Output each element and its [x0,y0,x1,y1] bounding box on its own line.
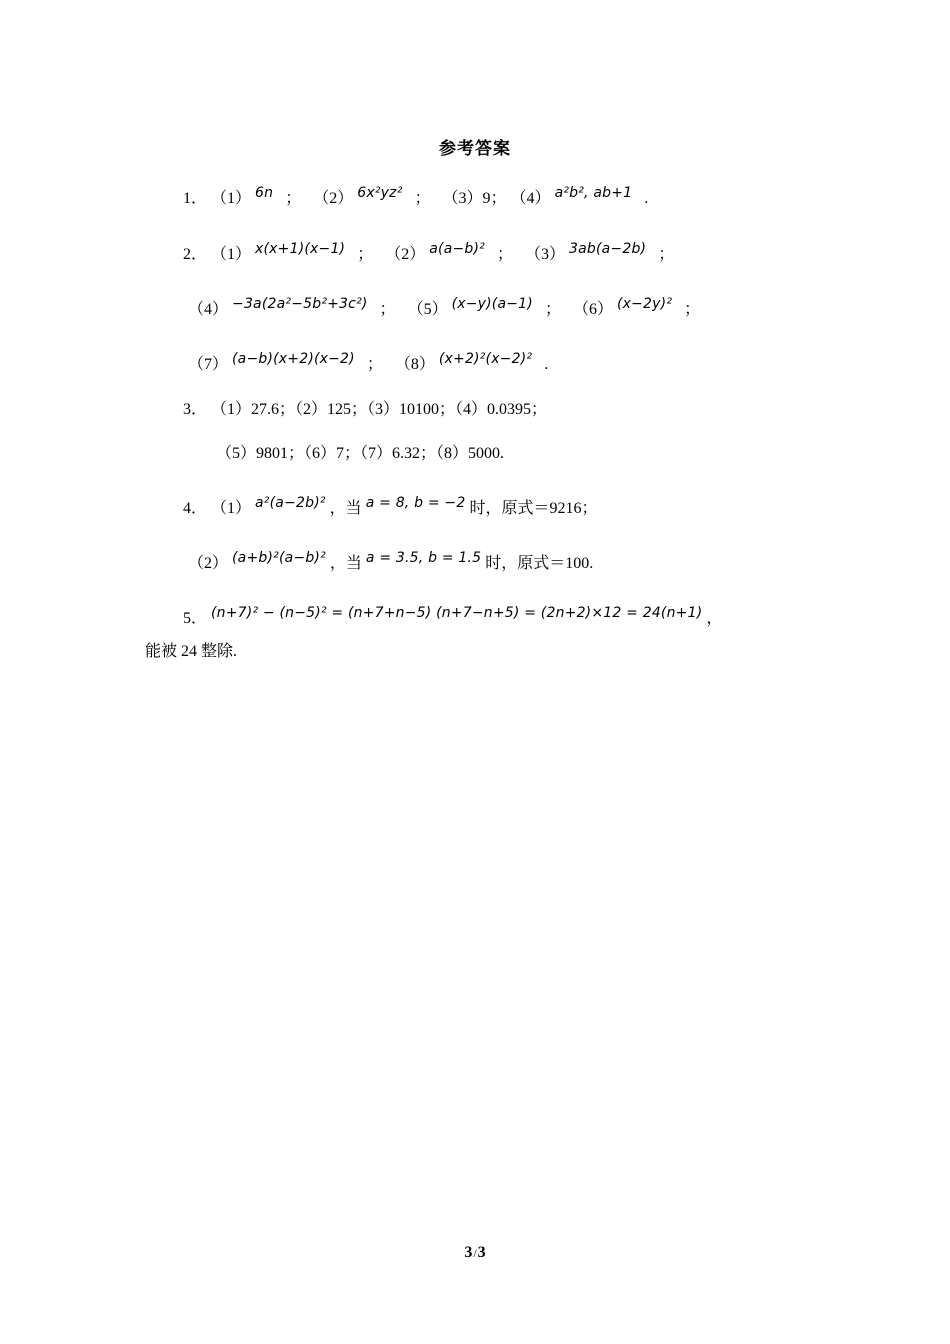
period: . [644,190,649,207]
answer-5-line-1 [183,605,723,630]
answer-4-line-1 [183,495,598,520]
math-expression: −3a(2a²−5b²+3c²) [232,296,368,312]
answer-number: 2． [183,246,208,263]
part-label: （6） [572,301,613,318]
separator: ； [379,301,396,318]
answer-text: ，当 [329,500,362,517]
answer-number: 1． [183,190,208,207]
answer-3-line-1 [183,399,547,421]
period: . [544,356,549,373]
answer-text: 能被 24 整除. [145,643,238,660]
page-number [0,1244,950,1262]
part-label: （4） [510,190,551,207]
answer-number: 3． [183,401,208,418]
answer-text: 时，原式＝100. [485,555,594,572]
answer-4-line-2 [188,550,594,575]
math-expression: (x−2y)² [616,296,673,312]
separator: ； [544,301,561,318]
answer-1 [183,185,656,210]
answer-3-line-2 [216,443,504,465]
answer-text: 时，原式＝9216； [469,500,598,517]
math-condition: a = 3.5, b = 1.5 [365,550,482,566]
part-label: （1） [211,500,252,517]
math-expression: a²(a−2b)² [255,495,326,511]
separator: ； [658,246,675,263]
part-answer: （3）9； [442,190,507,207]
part-label: （2） [385,246,426,263]
page-title: 参考答案 [439,139,511,158]
total-pages: 3 [477,1244,486,1261]
separator: ； [366,356,383,373]
current-page: 3 [464,1244,473,1261]
part-label: （8） [394,356,435,373]
part-label: （1） [211,246,252,263]
math-expression: 3ab(a−2b) [569,241,647,257]
math-expression: (a−b)(x+2)(x−2) [232,351,355,367]
part-label: （7） [188,356,229,373]
math-expression: 6n [255,185,274,201]
part-label: （2） [313,190,354,207]
math-expression: 6x²yz² [357,185,403,201]
math-expression: x(x+1)(x−1) [255,241,346,257]
math-expression: (a+b)²(a−b)² [232,550,326,566]
separator: ； [285,190,302,207]
comma: ， [706,610,723,627]
answer-number: 5． [183,610,208,627]
separator: ； [684,301,701,318]
part-label: （5） [407,301,448,318]
part-label: （2） [188,555,229,572]
math-expression: a²b², ab+1 [554,185,633,201]
part-label: （1） [211,190,252,207]
answer-text: ，当 [329,555,362,572]
part-label: （4） [188,301,229,318]
answer-text: （1）27.6；（2）125；（3）10100；（4）0.0395； [211,401,548,418]
answer-2-line-2 [188,296,708,321]
answer-text: （5）9801；（6）7；（7）6.32；（8）5000. [216,445,505,462]
separator: ； [414,190,431,207]
math-expression: (x−y)(a−1) [451,296,533,312]
math-condition: a = 8, b = −2 [365,495,466,511]
answer-number: 4． [183,500,208,517]
separator: ； [496,246,513,263]
page-separator: / [473,1246,477,1260]
math-expression: (n+7)² − (n−5)² = (n+7+n−5) (n+7−n+5) = (2n+2)×12 = 24(n+1) [211,605,703,621]
answer-5-line-2 [145,641,237,663]
math-expression: (x+2)²(x−2)² [438,351,533,367]
math-expression: a(a−b)² [429,241,485,257]
separator: ； [357,246,374,263]
answer-2-line-1 [183,241,682,266]
answer-2-line-3 [188,351,556,376]
part-label: （3） [524,246,565,263]
